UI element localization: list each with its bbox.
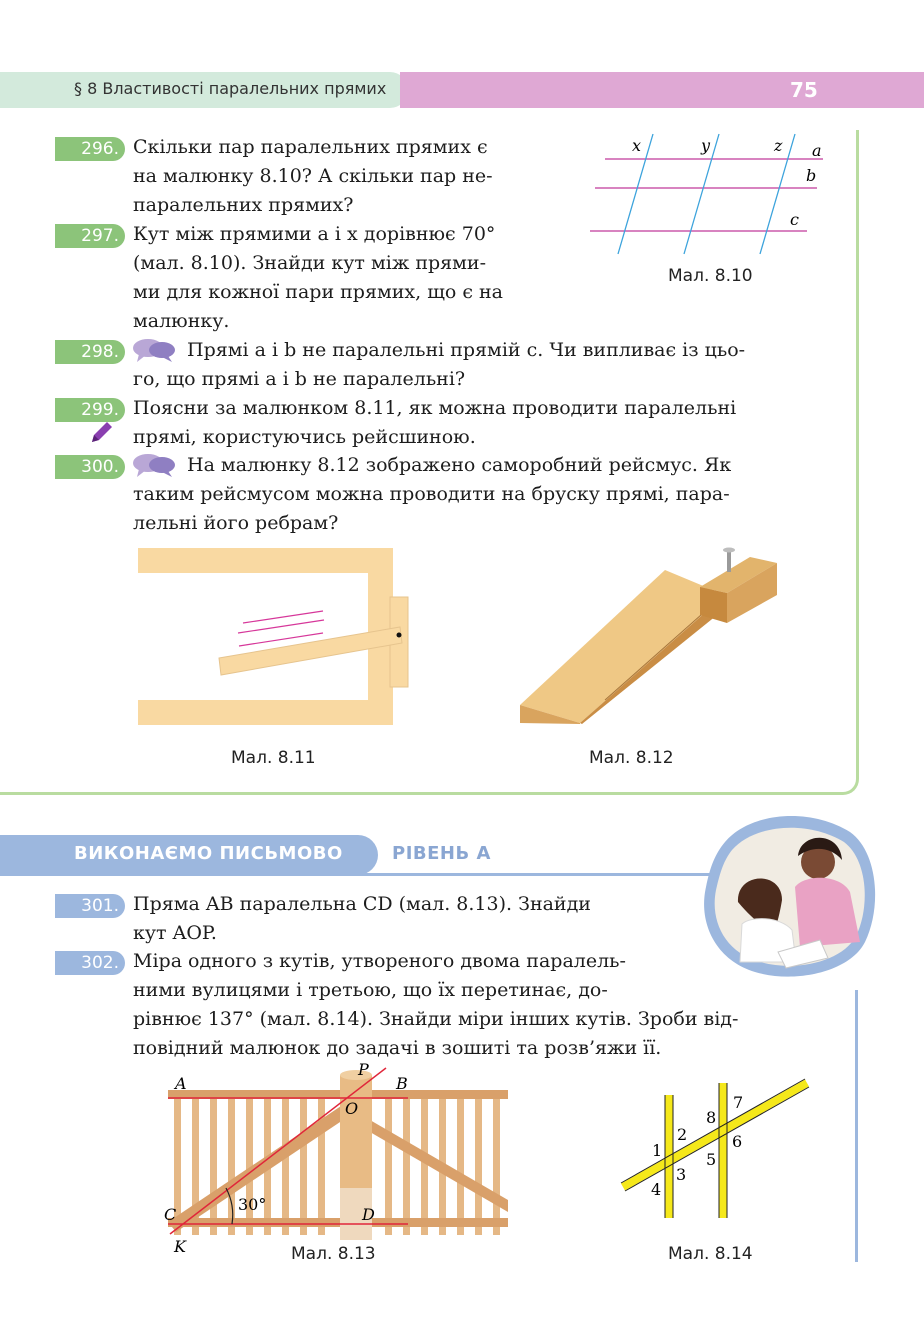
label-b: b bbox=[806, 166, 817, 185]
angle-5: 5 bbox=[706, 1150, 717, 1169]
angle-8: 8 bbox=[706, 1108, 717, 1127]
pivot-point bbox=[397, 633, 402, 638]
angle-3: 3 bbox=[676, 1165, 687, 1184]
caption-fig-8-12: Мал. 8.12 bbox=[589, 748, 674, 768]
parallel-line bbox=[243, 611, 323, 623]
exercise-number-296: 296. bbox=[55, 137, 125, 161]
text-line: На малюнку 8.12 зображено саморобний рейсмус. Як bbox=[187, 454, 732, 476]
angle-2: 2 bbox=[677, 1125, 688, 1144]
section-level: РІВЕНЬ А bbox=[392, 843, 491, 864]
caption-fig-8-11: Мал. 8.11 bbox=[231, 748, 316, 768]
section-title: § 8 Властивості паралельних прямих bbox=[74, 79, 387, 98]
exercise-297 bbox=[133, 220, 561, 336]
text-line: Скільки пар паралельних прямих є bbox=[133, 136, 488, 158]
exercise-number-298: 298. bbox=[55, 340, 125, 364]
exercise-301 bbox=[133, 890, 675, 948]
exercise-302 bbox=[133, 947, 839, 1063]
exercise-number-299: 299. bbox=[55, 398, 125, 422]
label-d: D bbox=[362, 1205, 375, 1224]
exercise-298 bbox=[133, 336, 839, 394]
text-line: таким рейсмусом можна проводити на бруску прямі, пара- bbox=[133, 483, 730, 505]
text-line: малюнку. bbox=[133, 310, 230, 332]
text-line: Кут між прямими a і x дорівнює 70° bbox=[133, 223, 496, 245]
label-c: C bbox=[164, 1205, 177, 1224]
text-line: повідний малюнок до задачі в зошиті та розв’яжи її. bbox=[133, 1037, 662, 1059]
pen-icon bbox=[88, 418, 116, 446]
angle-1: 1 bbox=[652, 1141, 663, 1160]
exercise-299 bbox=[133, 394, 839, 452]
text-line: прямі, користуючись рейсшиною. bbox=[133, 426, 476, 448]
exercise-number-301: 301. bbox=[55, 894, 125, 918]
text-line: го, що прямі a і b не паралельні? bbox=[133, 368, 466, 390]
label-y: y bbox=[701, 136, 711, 155]
caption-fig-8-14: Мал. 8.14 bbox=[668, 1244, 753, 1264]
header-page-bar bbox=[400, 72, 924, 108]
text-line: лельні його ребрам? bbox=[133, 512, 339, 534]
text-line: на малюнку 8.10? А скільки пар не- bbox=[133, 165, 493, 187]
wood-bar-top bbox=[520, 570, 725, 723]
caption-fig-8-13: Мал. 8.13 bbox=[291, 1244, 376, 1264]
section-title-written: ВИКОНАЄМО ПИСЬМОВО bbox=[74, 843, 343, 864]
section-side-line bbox=[855, 990, 858, 1262]
exercise-296 bbox=[133, 133, 561, 220]
exercise-number-300: 300. bbox=[55, 455, 125, 479]
label-a: a bbox=[812, 141, 822, 160]
label-b: B bbox=[396, 1074, 408, 1093]
text-line: ми для кожної пари прямих, що є на bbox=[133, 281, 504, 303]
exercise-300 bbox=[133, 451, 839, 538]
text-line: Прямі a і b не паралельні прямій c. Чи випливає із цьо- bbox=[187, 339, 746, 361]
text-line: ними вулицями і третьою, що їх перетинає, до- bbox=[133, 979, 608, 1001]
label-o: O bbox=[345, 1099, 359, 1118]
exercise-number-302: 302. bbox=[55, 951, 125, 975]
label-z: z bbox=[774, 136, 783, 155]
street-crossing bbox=[623, 1083, 807, 1187]
caption-fig-8-10: Мал. 8.10 bbox=[668, 266, 753, 286]
street-edge bbox=[625, 1087, 809, 1191]
label-k: K bbox=[174, 1237, 186, 1256]
text-line: Пряма AB паралельна CD (мал. 8.13). Знайди bbox=[133, 893, 591, 915]
label-angle: 30° bbox=[238, 1195, 267, 1214]
label-x: x bbox=[632, 136, 642, 155]
text-line: паралельних прямих? bbox=[133, 194, 354, 216]
label-a: A bbox=[175, 1074, 187, 1093]
angle-4: 4 bbox=[651, 1180, 662, 1199]
text-line: кут AOP. bbox=[133, 922, 217, 944]
text-line: рівнює 137° (мал. 8.14). Знайди міри інших кутів. Зроби від- bbox=[133, 1008, 739, 1030]
label-p: P bbox=[358, 1060, 369, 1079]
bottom-rail bbox=[168, 1218, 508, 1227]
figure-8-10 bbox=[585, 132, 835, 262]
text-line: Міра одного з кутів, утвореного двома паралель- bbox=[133, 950, 626, 972]
nail-head bbox=[723, 548, 735, 553]
nail bbox=[727, 550, 731, 572]
figure-8-11 bbox=[135, 545, 415, 730]
label-c: c bbox=[790, 210, 799, 229]
page-number: 75 bbox=[790, 78, 818, 102]
angle-7: 7 bbox=[733, 1093, 744, 1112]
angle-6: 6 bbox=[732, 1132, 743, 1151]
text-line: (мал. 8.10). Знайди кут між прями- bbox=[133, 252, 487, 274]
figure-8-14 bbox=[615, 1075, 815, 1225]
figure-8-12 bbox=[515, 545, 785, 727]
figure-8-13 bbox=[160, 1060, 510, 1260]
exercise-number-297: 297. bbox=[55, 224, 125, 248]
text-line: Поясни за малюнком 8.11, як можна проводити паралельні bbox=[133, 397, 737, 419]
